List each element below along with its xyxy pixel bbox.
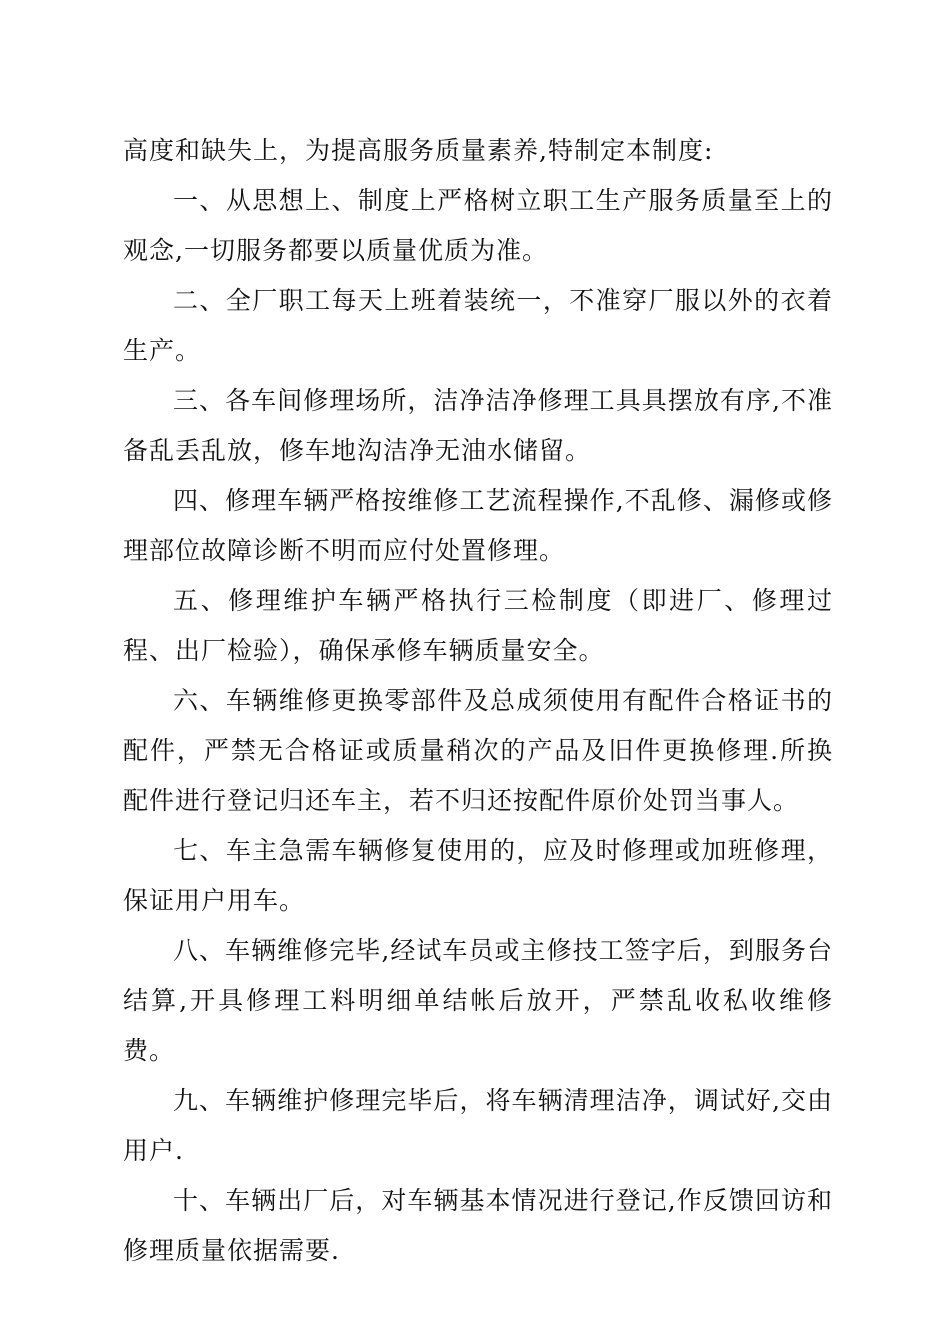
paragraph-item-10: 十、车辆出厂后，对车辆基本情况进行登记,作反馈回访和修理质量依据需要. — [123, 1186, 833, 1265]
paragraph-item-8: 八、车辆维修完毕,经试车员或主修技工签字后，到服务台结算,开具修理工料明细单结帐后放开，严禁乱收私收维修费。 — [123, 936, 833, 1065]
paragraph-intro: 高度和缺失上，为提高服务质量素养,特制定本制度: — [123, 136, 714, 165]
paragraph-item-7: 七、车主急需车辆修复使用的，应及时修理或加班修理，保证用户用车。 — [123, 836, 833, 915]
paragraph-item-4: 四、修理车辆严格按维修工艺流程操作,不乱修、漏修或修理部位故障诊断不明而应付处置修理。 — [123, 486, 833, 565]
paragraph-item-3: 三、各车间修理场所，洁净洁净修理工具具摆放有序,不准备乱丢乱放，修车地沟洁净无油水储留。 — [123, 386, 833, 465]
paragraph-item-1: 一、从思想上、制度上严格树立职工生产服务质量至上的观念,一切服务都要以质量优质为准。 — [123, 186, 833, 265]
paragraph-item-9: 九、车辆维护修理完毕后，将车辆清理洁净，调试好,交由用户. — [123, 1086, 833, 1165]
paragraph-item-6: 六、车辆维修更换零部件及总成须使用有配件合格证书的配件，严禁无合格证或质量稍次的产品及旧件更换修理.所换配件进行登记归还车主，若不归还按配件原价处罚当事人。 — [123, 686, 833, 815]
document-body — [123, 126, 833, 1276]
paragraph-item-5: 五、修理维护车辆严格执行三检制度（即进厂、修理过程、出厂检验），确保承修车辆质量安全。 — [123, 586, 833, 665]
paragraph-item-2: 二、全厂职工每天上班着装统一，不准穿厂服以外的衣着生产。 — [123, 286, 833, 365]
